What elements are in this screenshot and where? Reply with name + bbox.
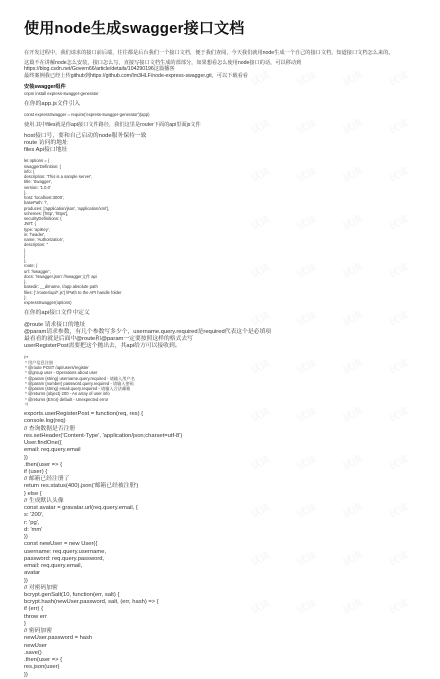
code-line: if (user) { bbox=[24, 468, 48, 475]
watermark-text: 试读 bbox=[249, 309, 273, 329]
watermark-text: 试读 bbox=[249, 453, 273, 473]
code-line: }; bbox=[24, 294, 27, 300]
code-line: } bbox=[24, 247, 26, 253]
code-line: schemes: ['http', 'https'], bbox=[24, 210, 69, 216]
code-line: if (err) { bbox=[24, 606, 44, 613]
watermark-text: 试读 bbox=[341, 261, 365, 281]
app-heading: 在你的app.js文件引入 bbox=[24, 100, 81, 107]
watermark-text: 试读 bbox=[249, 405, 273, 425]
code-line: r: 'pg', bbox=[24, 519, 40, 526]
route-note-line: @param请求参数，有几个参数写多少个，username.query.required是required代表这个是必填项 bbox=[24, 328, 272, 335]
watermark-text: 试读 bbox=[387, 213, 411, 233]
code-line: }) bbox=[24, 577, 28, 584]
document-body bbox=[24, 50, 424, 679]
code-line: }, bbox=[24, 279, 27, 285]
code-line: JWT: { bbox=[24, 221, 36, 227]
watermark-text: 试读 bbox=[341, 213, 365, 233]
code-line: }) bbox=[24, 671, 28, 678]
code-line: res.json(user) bbox=[24, 664, 60, 671]
code-line: }, bbox=[24, 258, 27, 264]
code-line: title: 'Swagger', bbox=[24, 179, 53, 185]
watermark-text: 试读 bbox=[249, 165, 273, 185]
watermark-text: 试读 bbox=[341, 597, 365, 617]
watermark-text: 试读 bbox=[249, 69, 273, 89]
code-line: d: 'mm' bbox=[24, 526, 43, 533]
code-line: url: '/swagger', bbox=[24, 268, 51, 274]
code-line: // 对密码加密 bbox=[24, 584, 58, 591]
intro-paragraph: 这篇不在讲解node怎么安装，接口怎么写，直接写接口文档生成的部部分，如果想看怎么使用node接口的话，可以移动到https://blog.csdn.net/Govern66/article/details/104290196这篇播客 bbox=[24, 59, 302, 72]
install-command: cnpm install express-swagger-generator bbox=[24, 90, 99, 96]
code-line: bcrypt.hash(newUser.password, salt, (err, hash) => { bbox=[24, 599, 159, 606]
watermark-text: 试读 bbox=[249, 213, 273, 233]
code-line: bcrypt.genSalt(10, function(err, salt) { bbox=[24, 591, 120, 598]
watermark-text: 试读 bbox=[295, 261, 319, 281]
watermark-text: 试读 bbox=[295, 405, 319, 425]
code-line: securityDefinitions: { bbox=[24, 216, 62, 222]
host-note-line: host接口号，要和自己启动的node服务保持一致 bbox=[24, 132, 147, 139]
code-line: expressSwagger(options) bbox=[24, 300, 72, 306]
watermark-text: 试读 bbox=[249, 501, 273, 521]
watermark-text: 试读 bbox=[387, 501, 411, 521]
code-line: docs: '/swagger.json' //swagger文件 api bbox=[24, 273, 97, 279]
watermark-text: 试读 bbox=[387, 453, 411, 473]
code-line: throw err bbox=[24, 613, 47, 620]
code-line: type: 'apiKey', bbox=[24, 226, 50, 232]
watermark-text: 试读 bbox=[295, 453, 319, 473]
code-line: email: req.query.email bbox=[24, 447, 81, 454]
code-line: newUser bbox=[24, 642, 47, 649]
code-line: const avatar = gravatar.url(req.query.email, { bbox=[24, 505, 138, 512]
watermark-text: 试读 bbox=[295, 165, 319, 185]
code-line: // 查询数据是否注册 bbox=[24, 425, 76, 432]
code-line: .then(user => { bbox=[24, 461, 63, 468]
code-line: * @group user - Operations about user bbox=[24, 370, 98, 376]
code-line: description: 'This is a sample server', bbox=[24, 174, 93, 180]
watermark-text: 试读 bbox=[387, 405, 411, 425]
code-line: newUser.password = hash bbox=[24, 635, 93, 642]
intro-paragraph: 在开发过程中，我们请求的接口前后端，往往都是后台我们一个接口文档，便于我们查阅，今天我们就用node生成一个自己的接口文档，知道接口文档怎么来的。 bbox=[24, 50, 394, 56]
code-line: res.setHeader('Content-Type', 'application/json;charset=utf-8') bbox=[24, 432, 183, 439]
code-line: /** bbox=[24, 354, 29, 360]
code-line: basePath: '/', bbox=[24, 200, 48, 206]
code-line: host: 'localhost:3000', bbox=[24, 195, 65, 201]
code-line: files: ['./router/api/*.js'] //Path to the API handle folder bbox=[24, 289, 122, 295]
code-line: // 邮箱已经注册了 bbox=[24, 476, 70, 483]
watermark-text: 试读 bbox=[387, 69, 411, 89]
watermark-text: 试读 bbox=[295, 117, 319, 137]
code-line: // 生成默认头像 bbox=[24, 497, 64, 504]
watermark-text: 试读 bbox=[249, 549, 273, 569]
host-note-line: files Api接口地址 bbox=[24, 147, 68, 154]
watermark-text: 试读 bbox=[387, 549, 411, 569]
host-note-line: route 访问的地址 bbox=[24, 139, 68, 146]
code-line: .save() bbox=[24, 649, 42, 656]
watermark-text: 试读 bbox=[341, 357, 365, 377]
code-line: route: { bbox=[24, 263, 38, 269]
code-line: * @param {string} email.query.required - 请输入合法邮箱 bbox=[24, 386, 131, 392]
code-line: }) bbox=[24, 454, 28, 461]
code-line: swaggerDefinition: { bbox=[24, 163, 62, 169]
code-line: .then(user => { bbox=[24, 657, 63, 664]
code-line: * @route POST /api/users/register bbox=[24, 365, 89, 371]
watermark-text: 试读 bbox=[249, 117, 273, 137]
code-line: s: '200', bbox=[24, 512, 44, 519]
code-line: produces: ['application/json', 'application/xml'], bbox=[24, 205, 110, 211]
handler-code-block bbox=[24, 411, 424, 679]
route-note-line: @route 请求接口的地址 bbox=[24, 321, 86, 328]
code-line: } bbox=[24, 620, 26, 627]
watermark-text: 试读 bbox=[341, 453, 365, 473]
code-line: description: '' bbox=[24, 242, 49, 248]
code-line: * 用户信息注册 bbox=[24, 359, 54, 365]
watermark-text: 试读 bbox=[387, 309, 411, 329]
watermark-text: 试读 bbox=[295, 69, 319, 89]
code-line: console.log(req) bbox=[24, 418, 66, 425]
code-line: password: req.query.password, bbox=[24, 555, 105, 562]
code-line: let options = { bbox=[24, 158, 50, 164]
route-note-line: userRegisterPost需要把这个抛出去，其api给方可以接收到。 bbox=[24, 343, 181, 350]
code-line: // 密码加密 bbox=[24, 628, 53, 635]
code-line: User.findOne({ bbox=[24, 440, 62, 447]
watermark-text: 试读 bbox=[341, 501, 365, 521]
code-line: in: 'header', bbox=[24, 231, 46, 237]
watermark-text: 试读 bbox=[249, 597, 273, 617]
watermark-text: 试读 bbox=[295, 309, 319, 329]
watermark-text: 试读 bbox=[341, 309, 365, 329]
watermark-text: 试读 bbox=[341, 117, 365, 137]
code-line: }) bbox=[24, 534, 28, 541]
watermark-text: 试读 bbox=[341, 405, 365, 425]
doc-comment-block bbox=[24, 355, 424, 408]
options-code-block bbox=[24, 158, 424, 305]
code-line: exports.userRegisterPost = function(req, res) { bbox=[24, 411, 144, 418]
code-line: version: '1.0.0' bbox=[24, 184, 51, 190]
watermark-text: 试读 bbox=[341, 69, 365, 89]
watermark-text: 试读 bbox=[249, 357, 273, 377]
code-line: * @param {number} password.query.required - 请输入密码 bbox=[24, 380, 134, 386]
route-note-line: 最看看的就是后面中@route和@param一定要按照这样的格式去写 bbox=[24, 336, 193, 343]
code-line: username: req.query.username, bbox=[24, 548, 107, 555]
options-note: 使用.其中files就是你api接口文件路径，我们这里是router下面的api里面js文件 bbox=[24, 122, 201, 129]
code-line: avatar bbox=[24, 570, 41, 577]
watermark-text: 试读 bbox=[387, 357, 411, 377]
watermark-text: 试读 bbox=[295, 597, 319, 617]
code-line: const expressSwagger = require('express-swagger-generator')(app) bbox=[24, 111, 150, 117]
watermark-text: 试读 bbox=[249, 261, 273, 281]
watermark-text: 试读 bbox=[341, 165, 365, 185]
code-line: * @returns {object} 200 - An array of user info bbox=[24, 391, 110, 397]
code-line: * @param {string} username.query.required - 请输入用户名 bbox=[24, 375, 135, 381]
code-line: basedir: __dirname, //app absolute path bbox=[24, 284, 98, 290]
page-title: 使用node生成swagger接口文档 bbox=[24, 20, 245, 37]
code-line: */ bbox=[24, 401, 28, 407]
watermark-text: 试读 bbox=[295, 213, 319, 233]
code-line: return res.status(400).json('邮箱已经被注册') bbox=[24, 483, 139, 490]
watermark-text: 试读 bbox=[387, 261, 411, 281]
watermark-text: 试读 bbox=[341, 549, 365, 569]
watermark-text: 试读 bbox=[295, 501, 319, 521]
code-line: } else { bbox=[24, 490, 42, 497]
intro-paragraph: 最终案例我已经上传github到https://github.com/Im3HLF/node-express-swagger.git，可以下载看看 bbox=[24, 72, 248, 79]
watermark-text: 试读 bbox=[295, 549, 319, 569]
code-line: } bbox=[24, 252, 26, 258]
install-heading: 安装swagger组件 bbox=[24, 84, 66, 90]
watermark-text: 试读 bbox=[387, 165, 411, 185]
code-line: }, bbox=[24, 189, 27, 195]
code-line: info: { bbox=[24, 168, 35, 174]
watermark-text: 试读 bbox=[295, 357, 319, 377]
code-line: email: req.query.email, bbox=[24, 563, 83, 570]
watermark-text: 试读 bbox=[387, 117, 411, 137]
route-heading: 在你的api接口文件中定义 bbox=[24, 310, 90, 317]
code-line: name: 'Authorization', bbox=[24, 237, 65, 243]
code-line: * @returns {Error} default - Unexpected error bbox=[24, 396, 109, 402]
watermark-text: 试读 bbox=[387, 597, 411, 617]
code-line: const newUser = new User({ bbox=[24, 541, 98, 548]
